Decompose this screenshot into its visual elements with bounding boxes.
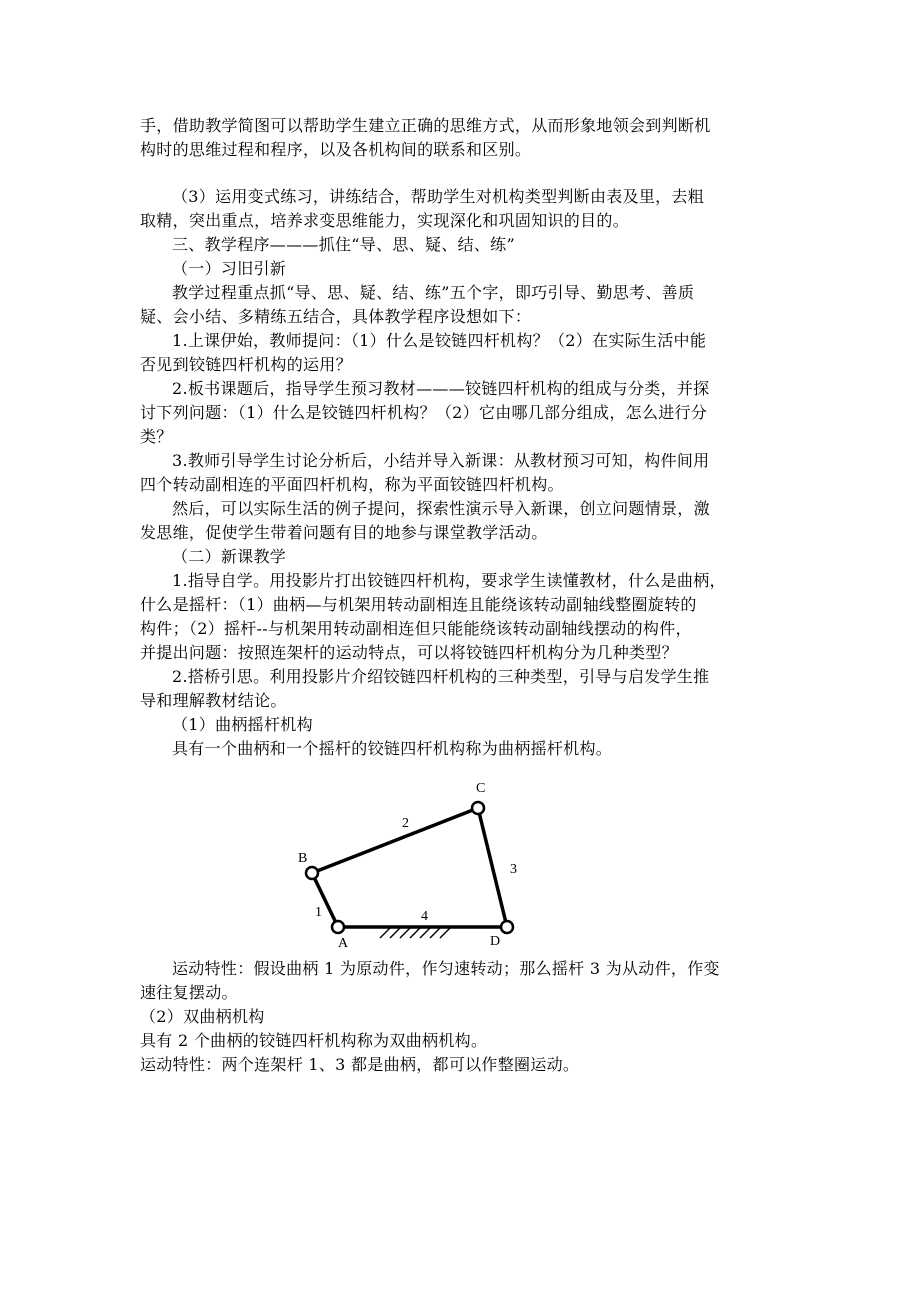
label-b: B [298,851,308,866]
text-line: 2.板书课题后，指导学生预习教材———铰链四杆机构的组成与分类，并探 [172,379,710,398]
text-line: 讨下列问题：（1）什么是铰链四杆机构？（2）它由哪几部分组成，怎么进行分 [140,403,708,422]
label-link-1: 1 [315,905,322,920]
text-line: 1.上课伊始，教师提问：（1）什么是铰链四杆机构？（2）在实际生活中能 [172,331,707,350]
text-line: 构件；（2）摇杆--与机架用转动副相连但只能能绕该转动副轴线摆动的构件， [140,619,692,638]
text-line: 四个转动副相连的平面四杆机构，称为平面铰链四杆机构。 [140,475,564,494]
text-line: 2.搭桥引思。利用投影片介绍铰链四杆机构的三种类型，引导与启发学生推 [172,667,710,686]
text-line: 类？ [140,427,173,446]
text-line: 发思维，促使学生带着问题有目的地参与课堂教学活动。 [140,523,548,542]
label-link-2: 2 [402,816,409,831]
link-2-coupler [312,808,478,873]
label-link-3: 3 [510,862,517,877]
joint-b [306,867,318,879]
text-line: （3）运用变式练习，讲练结合，帮助学生对机构类型判断由表及里，去粗 [172,187,705,206]
text-line: 否见到铰链四杆机构的运用？ [140,355,352,374]
text-line: 导和理解教材结论。 [140,691,287,710]
label-link-4: 4 [421,909,428,924]
text-line: 取精，突出重点，培养求变思维能力，实现深化和巩固知识的目的。 [140,211,630,230]
text-line: 构时的思维过程和程序，以及各机构间的联系和区别。 [140,140,532,159]
label-c: C [476,781,486,796]
text-line: 具有一个曲柄和一个摇杆的铰链四杆机构称为曲柄摇杆机构。 [172,739,613,758]
text-line: 然后，可以实际生活的例子提问，探索性演示导入新课，创立问题情景，激 [172,499,710,518]
subsection-heading: （二）新课教学 [172,547,287,566]
text-line: 3.教师引导学生讨论分析后，小结并导入新课：从教材预习可知，构件间用 [172,451,710,470]
text-line: 运动特性：两个连架杆 1、3 都是曲柄，都可以作整圈运动。 [140,1055,580,1074]
subsection-heading: （2）双曲柄机构 [140,1007,265,1026]
section-heading: 三、教学程序———抓住“导、思、疑、结、练” [172,235,515,254]
text-line: 具有 2 个曲柄的铰链四杆机构称为双曲柄机构。 [140,1031,488,1050]
four-bar-linkage-figure [280,770,540,955]
text-line: 并提出问题：按照连架杆的运动特点，可以将铰链四杆机构分为几种类型？ [140,643,678,662]
text-line: 1.指导自学。用投影片打出铰链四杆机构，要求学生读懂教材，什么是曲柄， [172,571,726,590]
ground-hatching [380,928,450,938]
label-a: A [338,936,349,951]
text-line: 运动特性：假设曲柄 1 为原动件，作匀速转动；那么摇杆 3 为从动件，作变 [172,959,720,978]
joint-c [472,802,484,814]
subsection-heading: （1）曲柄摇杆机构 [172,715,313,734]
joint-a [332,921,344,933]
joint-d [501,921,513,933]
text-line: 什么是摇杆：（1）曲柄—与机架用转动副相连且能绕该转动副轴线整圈旋转的 [140,595,697,614]
text-line: 手，借助教学简图可以帮助学生建立正确的思维方式，从而形象地领会到判断机 [140,116,711,135]
subsection-heading: （一）习旧引新 [172,259,287,278]
text-line: 速往复摆动。 [140,983,238,1002]
label-d: D [490,934,501,949]
text-line: 疑、会小结、多精练五结合，具体教学程序设想如下： [140,307,532,326]
text-line: 教学过程重点抓“导、思、疑、结、练”五个字，即巧引导、勤思考、善质 [172,283,695,302]
link-3-rocker [478,808,507,927]
